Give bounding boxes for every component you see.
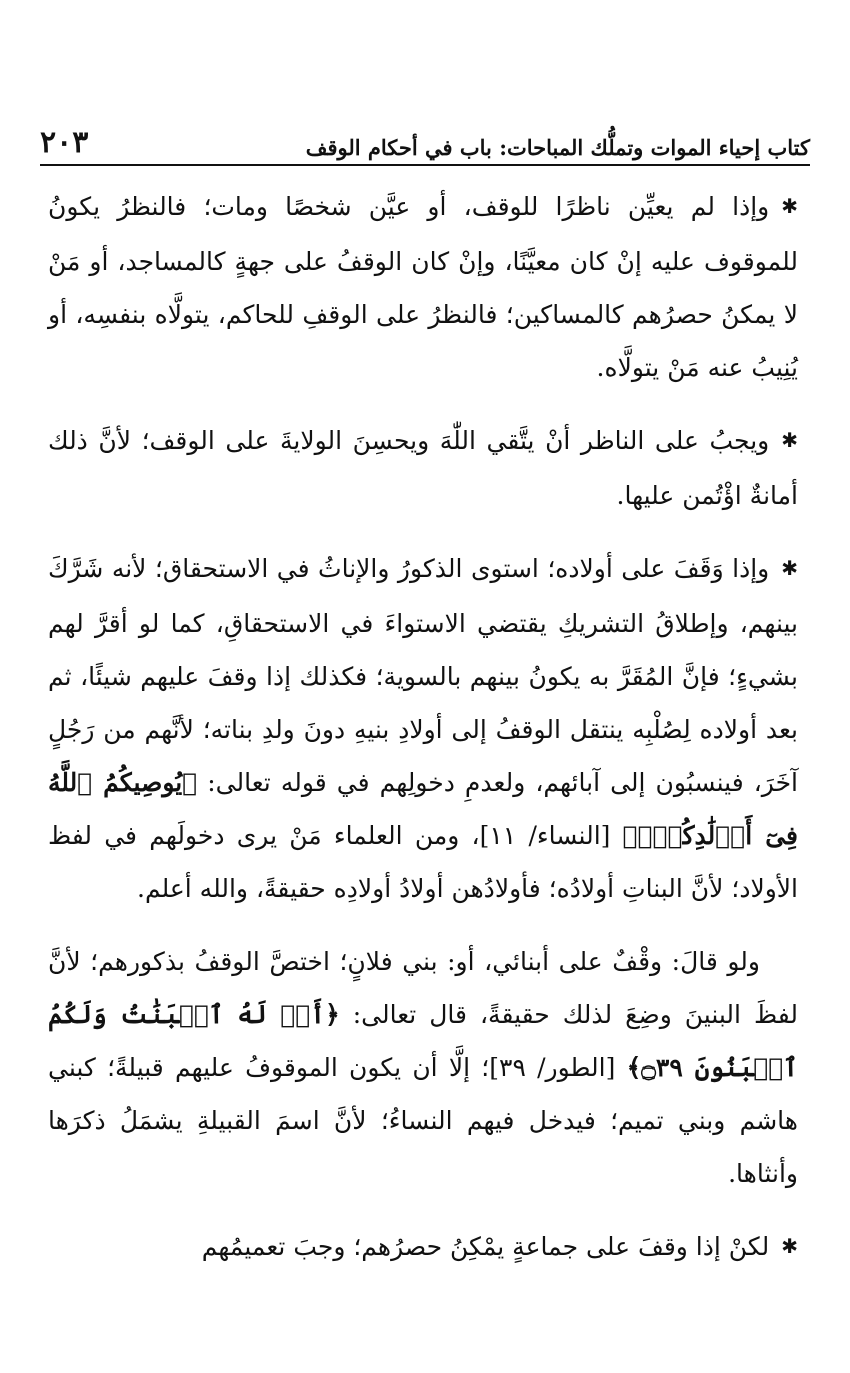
quran-verse: ﴿يُوصِيكُمُ ٱللَّهُ فِىٓ أَوۡلَٰدِكُمۡۖ﴾: [48, 768, 799, 850]
running-header: [40, 122, 810, 166]
asterisk-icon: ✱: [781, 1234, 798, 1258]
paragraph-text: [النساء/ ١١]، ومن العلماء مَنْ يرى دخولَهم في لفظ الأولاد؛ لأنَّ البناتِ أولادُه؛ فأولادُهن أولادُ أولادِه حقيقةً، والله أعلم.: [48, 821, 798, 903]
asterisk-icon: ✱: [781, 428, 798, 452]
page-number: ٢٠٣: [40, 125, 89, 160]
chapter-title: كتاب إحياء الموات وتملُّك المباحات: باب في أحكام الوقف: [305, 135, 810, 160]
paragraph-endowment-for-children: [48, 542, 798, 915]
paragraph-endowment-for-sons: [48, 935, 798, 1200]
paragraph-text: وإذا لم يعيِّن ناظرًا للوقف، أو عيَّن شخصًا ومات؛ فالنظرُ يكونُ للموقوف عليه إنْ كان معيَّنًا، وإنْ كان الوقفُ على جهةٍ كالمساجد، أو مَنْ لا يمكنُ حصرُهم كالمساكين؛ فالنظرُ على الوقفِ للحاكم، يتولَّاه بنفسِه، أو يُنِيبُ عنه مَنْ يتولَّاه.: [48, 192, 798, 382]
paragraph-text: وإذا وَقَفَ على أولاده؛ استوى الذكورُ والإناثُ في الاستحقاق؛ لأنه شَرَّكَ بينهم، وإطلاقُ التشريكِ يقتضي الاستواءَ في الاستحقاقِ، كما لو أقرَّ لهم بشيءٍ؛ فإنَّ المُقَرَّ به يكونُ بينهم بالسوية؛ فكذلك إذا وقفَ عليهم شيئًا، ثم بعد أولاده لِصُلْبِه ينتقل الوقفُ إلى أولادِ بنيهِ دونَ ولدِ بناته؛ لأنَّهم من رَجُلٍ آخَرَ، فينسبُون إلى آبائهم، ولعدمِ دخولِهم في قوله تعالى:: [48, 554, 798, 797]
asterisk-icon: ✱: [781, 556, 798, 580]
paragraph-supervisor-duty: [48, 414, 798, 522]
paragraph-endowment-supervisor: [48, 180, 798, 394]
quran-verse: ﴿أَمۡ لَهُ ٱلۡبَنَٰتُ وَلَكُمُ ٱلۡبَنُونَ ۝٣٩﴾: [48, 1000, 799, 1082]
body-text: [48, 180, 798, 1295]
paragraph-text: لكنْ إذا وقفَ على جماعةٍ يمْكِنُ حصرُهم؛ وجبَ تعميمُهم: [201, 1232, 770, 1261]
paragraph-text: ولو قالَ: وقْفٌ على أبنائي، أو: بني فلانٍ؛ اختصَّ الوقفُ بذكورهم؛ لأنَّ لفظَ البنينَ وضِعَ لذلك حقيقةً، قال تعالى:: [48, 947, 798, 1029]
paragraph-text: [الطور/ ٣٩]؛ إلَّا أن يكون الموقوفُ عليهم قبيلةً؛ كبني هاشم وبني تميم؛ فيدخل فيهم النساءُ؛ لأنَّ اسمَ القبيلةِ يشمَلُ ذكرَها وأنثاها.: [48, 1053, 798, 1188]
paragraph-countable-group: [48, 1220, 798, 1275]
asterisk-icon: ✱: [781, 194, 798, 218]
paragraph-text: ويجبُ على الناظر أنْ يتَّقي اللّٰهَ ويحسِنَ الولايةَ على الوقف؛ لأنَّ ذلك أمانةٌ اؤْتُمن عليها.: [48, 426, 798, 510]
